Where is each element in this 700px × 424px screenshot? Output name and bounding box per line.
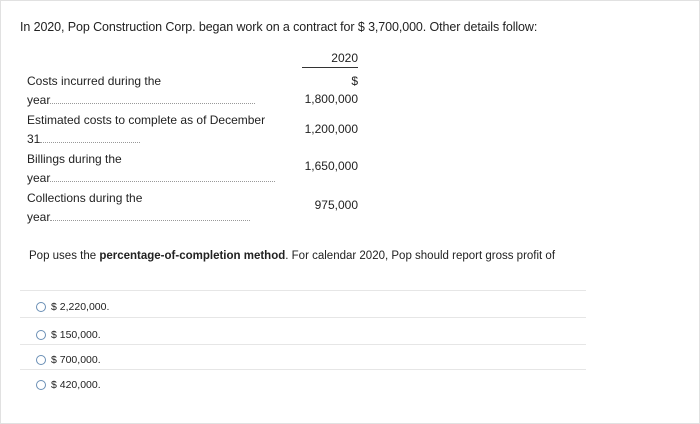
question-text	[29, 250, 555, 262]
intro-text: In 2020, Pop Construction Corp. began work on a contract for $ 3,700,000. Other details follow:	[20, 20, 538, 34]
row-collections-label	[27, 189, 250, 227]
row-estimated-costs-label	[27, 111, 265, 149]
answer-option-3[interactable]	[36, 354, 101, 366]
row-collections-value: 975,000	[314, 198, 358, 212]
radio-button-icon[interactable]	[36, 380, 46, 390]
question-method: percentage-of-completion method	[99, 250, 286, 262]
row-costs-incurred-value: 1,800,000	[304, 92, 358, 106]
row-label-line2: year	[27, 210, 51, 224]
row-label-line1: Estimated costs to complete as of December	[27, 113, 266, 127]
row-estimated-costs-value: 1,200,000	[304, 122, 358, 136]
answer-option-label: $ 150,000.	[51, 329, 101, 341]
answer-option-label: $ 2,220,000.	[51, 301, 110, 313]
radio-button-icon[interactable]	[36, 330, 46, 340]
answer-option-1[interactable]	[36, 301, 109, 313]
leader-dots	[40, 141, 140, 143]
row-label-line2: year	[27, 171, 51, 185]
row-label-line2: year	[27, 93, 51, 107]
divider	[20, 290, 586, 291]
row-billings-value: 1,650,000	[304, 159, 358, 173]
question-prefix: Pop uses the	[29, 250, 100, 262]
divider	[20, 317, 586, 318]
leader-dots	[50, 219, 250, 221]
radio-button-icon[interactable]	[36, 302, 46, 312]
row-label-line1: Costs incurred during the	[27, 74, 162, 88]
answer-option-2[interactable]	[36, 329, 101, 341]
row-label-line1: Collections during the	[27, 191, 143, 205]
divider	[20, 369, 586, 370]
row-billings-label	[27, 150, 275, 188]
row-costs-incurred-currency: $	[351, 74, 358, 88]
row-label-line2: 31	[27, 132, 41, 146]
leader-dots	[50, 102, 255, 104]
year-column-header: 2020	[302, 51, 358, 68]
radio-button-icon[interactable]	[36, 355, 46, 365]
answer-option-label: $ 700,000.	[51, 354, 101, 366]
divider	[20, 344, 586, 345]
answer-option-label: $ 420,000.	[51, 379, 101, 391]
leader-dots	[50, 180, 275, 182]
answer-option-4[interactable]	[36, 379, 101, 391]
question-suffix: . For calendar 2020, Pop should report gross profit of	[285, 250, 556, 262]
row-label-line1: Billings during the	[27, 152, 122, 166]
row-costs-incurred-label	[27, 72, 255, 110]
